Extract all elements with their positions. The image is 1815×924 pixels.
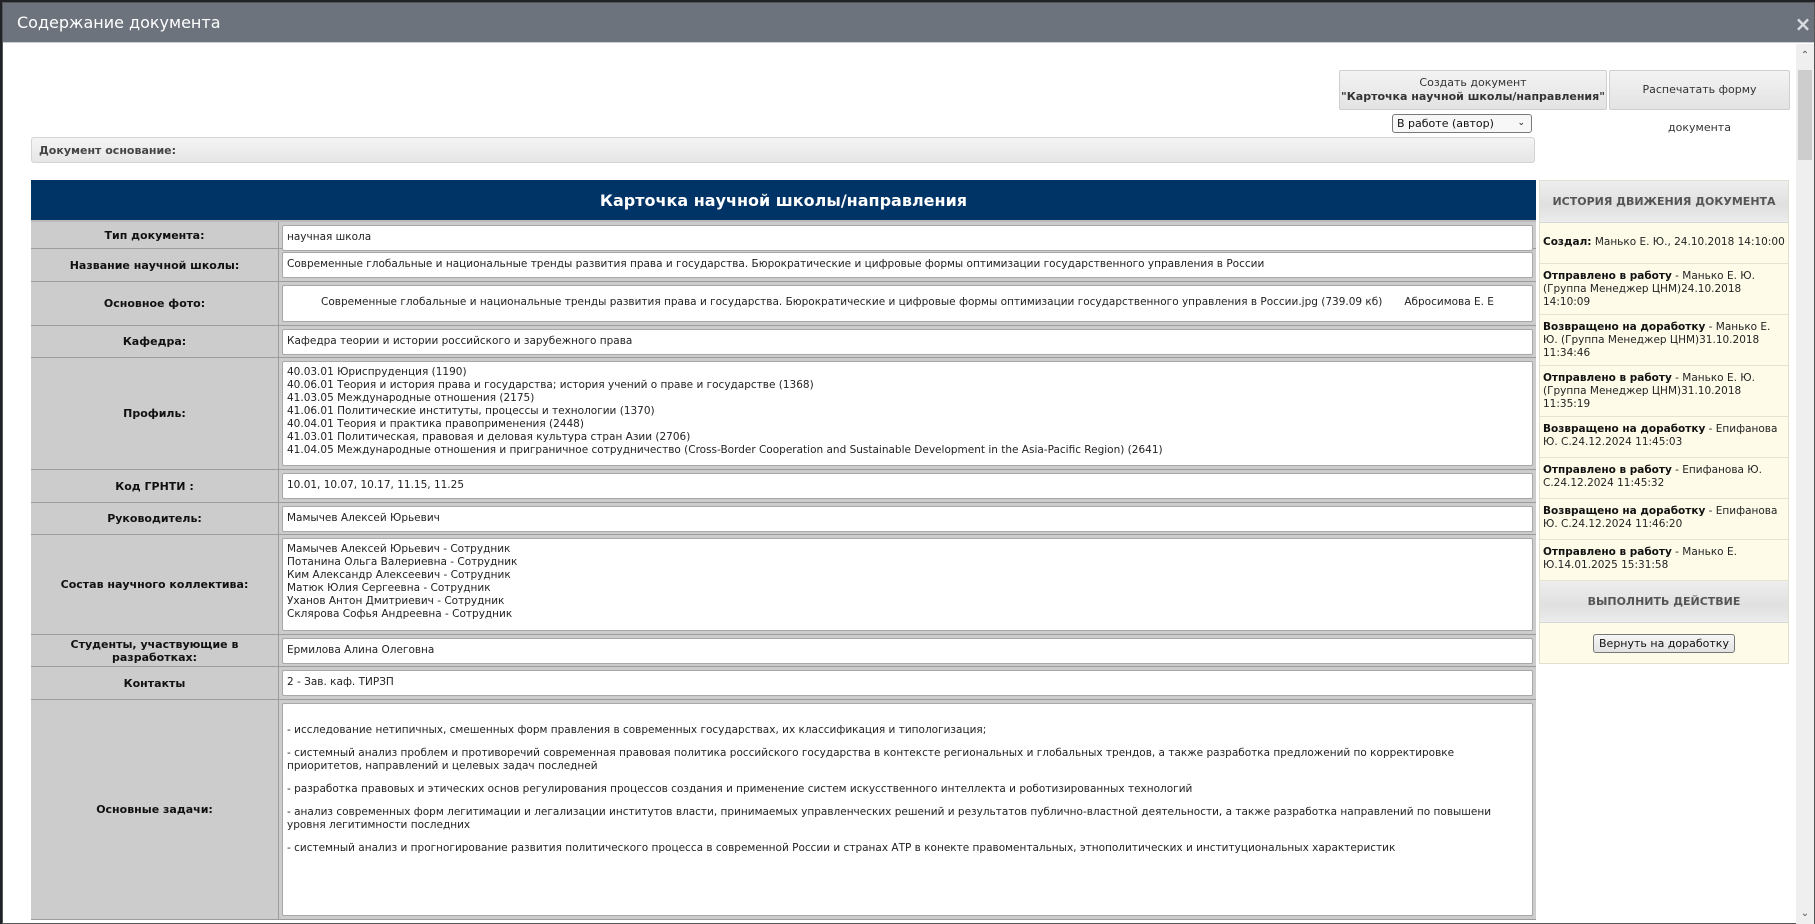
field-label: Контакты [31,667,279,699]
scroll-up-icon[interactable]: ⌃ [1800,50,1810,61]
scroll-down-icon[interactable]: ⌄ [1800,908,1810,919]
photo-author: Абросимова Е. Е [1404,296,1494,308]
chevron-down-icon: ⌄ [1517,118,1525,128]
row-school-name [31,249,1536,282]
status-select[interactable] [1392,114,1532,133]
history-item: Отправлено в работу - Манько Е. Ю.14.01.2025 15:31:58 [1540,540,1788,581]
row-profile [31,358,1536,470]
field-label: Основные задачи: [31,700,279,919]
doc-type-value: научная школа [282,225,1533,251]
history-item: Отправлено в работу - Манько Е. Ю. (Группа Менеджер ЦНМ)31.10.2018 11:35:19 [1540,366,1788,417]
dialog-content [3,44,1796,924]
task-item: - системный анализ проблем и противоречий современная правовая политика российского государства в контексте региональных и глобальных трендов, а также разработка предложений по корректировке приоритетов, направлений и целевых задач последней [287,747,1455,772]
action-panel-body [1540,623,1788,663]
field-label: Код ГРНТИ : [31,470,279,502]
scrollbar-thumb[interactable] [1798,70,1812,160]
field-label: Состав научного коллектива: [31,535,279,634]
row-team [31,535,1536,635]
row-head [31,503,1536,535]
photo-value [282,285,1533,322]
close-icon[interactable]: × [1794,12,1812,36]
document-basis-bar [31,137,1535,163]
history-item: Отправлено в работу - Епифанова Ю. С.24.12.2024 11:45:32 [1540,458,1788,499]
field-label: Руководитель: [31,503,279,534]
document-basis-label: Документ основание: [39,144,177,157]
profile-item: 40.04.01 Теория и практика правоприменения (2448) [287,418,584,430]
row-students [31,635,1536,667]
students-value: Ермилова Алина Олеговна [282,638,1533,664]
dialog-titlebar [3,3,1814,43]
row-photo [31,282,1536,326]
status-select-value: В работе (автор) [1397,117,1494,130]
history-item: Возвращено на доработку - Манько Е. Ю. (Группа Менеджер ЦНМ)31.10.2018 11:34:46 [1540,315,1788,366]
profile-item: 41.06.01 Политические институты, процессы и технологии (1370) [287,405,655,417]
task-item: - анализ современных форм легитимации и легализации институтов власти, принимаемых управленческих решений и результатов публично-властной деятельности, а также разработка направлений по повышени уровня легитимности последних [287,806,1492,831]
profile-list [282,361,1533,466]
history-item: Возвращено на доработку - Епифанова Ю. С.24.12.2024 11:46:20 [1540,499,1788,540]
profile-item: 40.03.01 Юриспруденция (1190) [287,366,467,378]
history-panel [1539,180,1789,664]
team-member: Матюк Юлия Сергеевна - Сотрудник [287,582,491,594]
school-card [31,180,1536,920]
school-name-value: Современные глобальные и национальные тренды развития права и государства. Бюрократические и цифровые формы оптимизации государственного управления в России [282,252,1533,278]
grnti-value: 10.01, 10.07, 10.17, 11.15, 11.25 [282,473,1533,499]
team-member: Потанина Ольга Валериевна - Сотрудник [287,556,518,568]
team-member: Уханов Антон Дмитриевич - Сотрудник [287,595,505,607]
team-member: Ким Александр Алексеевич - Сотрудник [287,569,511,581]
field-label: Кафедра: [31,326,279,357]
team-member: Склярова Софья Андреевна - Сотрудник [287,608,513,620]
task-item: - системный анализ и прогногирование развития политического процесса в современной России и странах АТР в конекте правоментальных, этнополитических и институциональных характеристик [287,842,1396,854]
card-title: Карточка научной школы/направления [31,180,1536,222]
create-document-type: "Карточка научной школы/направления" [1341,90,1605,103]
field-label: Название научной школы: [31,249,279,281]
field-label: Студенты, участвующие в разработках: [31,635,279,666]
field-label: Профиль: [31,358,279,469]
print-form-button[interactable]: Распечатать форму документа [1609,70,1790,110]
task-item: - разработка правовых и этических основ регулирования процессов создания и применение систем искусственного интеллекта и роботизированных технологий [287,783,1193,795]
team-member: Мамычев Алексей Юрьевич - Сотрудник [287,543,511,555]
field-label: Тип документа: [31,222,279,248]
history-item: Возвращено на доработку - Епифанова Ю. С.24.12.2024 11:45:03 [1540,417,1788,458]
return-for-revision-button[interactable]: Вернуть на доработку [1593,634,1735,653]
team-list [282,538,1533,631]
row-tasks [31,700,1536,920]
head-value: Мамычев Алексей Юрьевич [282,506,1533,532]
history-title: ИСТОРИЯ ДВИЖЕНИЯ ДОКУМЕНТА [1540,181,1788,223]
row-contacts [31,667,1536,700]
history-item: Создал: Манько Е. Ю., 24.10.2018 14:10:00 [1540,223,1788,264]
create-document-label: Создать документ [1419,76,1527,89]
row-doc-type [31,222,1536,249]
dialog-title: Содержание документа [17,13,221,32]
document-content-dialog [2,2,1815,924]
task-item: - исследование нетипичных, смешенных форм правления в современных государствах, их классификация и типологизация; [287,724,987,736]
row-grnti [31,470,1536,503]
history-item: Отправлено в работу - Манько Е. Ю. (Группа Менеджер ЦНМ)24.10.2018 14:10:09 [1540,264,1788,315]
photo-file-link[interactable]: Современные глобальные и национальные тренды развития права и государства. Бюрократические и цифровые формы оптимизации государственного управления в России.jpg (739.09 кб) [321,296,1383,308]
contacts-value: 2 - Зав. каф. ТИРЗП [282,670,1533,696]
department-value: Кафедра теории и истории российского и зарубежного права [282,329,1533,355]
profile-item: 41.03.05 Международные отношения (2175) [287,392,535,404]
row-department [31,326,1536,358]
vertical-scrollbar[interactable] [1796,44,1814,924]
profile-item: 40.06.01 Теория и история права и государства; история учений о праве и государстве (1368) [287,379,814,391]
profile-item: 41.04.05 Международные отношения и приграничное сотрудничество (Cross-Border Cooperation and Sustainable Development in the Asia-Pacific Region) (2641) [287,444,1163,456]
action-panel-title: ВЫПОЛНИТЬ ДЕЙСТВИЕ [1540,581,1788,623]
profile-item: 41.03.01 Политическая, правовая и деловая культура стран Азии (2706) [287,431,691,443]
field-label: Основное фото: [31,282,279,325]
tasks-list [282,703,1533,916]
create-document-button[interactable] [1339,70,1607,110]
